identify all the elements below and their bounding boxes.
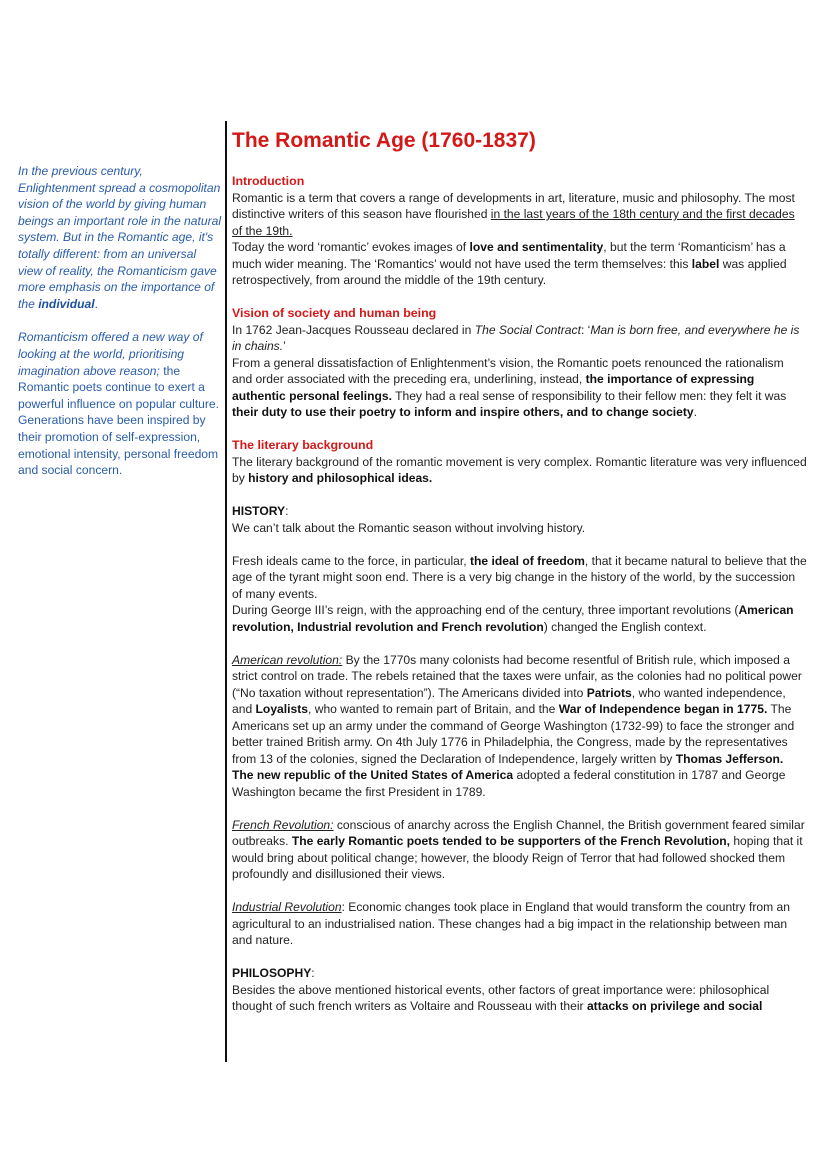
section-heading-vision: Vision of society and human being: [232, 306, 437, 320]
vision-paragraph-1: In 1762 Jean-Jacques Rousseau declared in The Social Contract: ‘Man is born free, and everywhere he is in chains.’: [232, 322, 800, 353]
philosophy-paragraph: Besides the above mentioned historical events, other factors of great importance were: philosophical thought of such french writers as Voltaire and Rousseau with their attacks on privilege and social: [232, 982, 770, 1013]
main-content: [232, 127, 807, 1015]
french-revolution-paragraph: French Revolution: conscious of anarchy across the English Channel, the British government feared similar outbreaks. The early Romantic poets tended to be supporters of the French Revolution, hoping that it would bring about political change; however, the bloody Reign of Terror that had followed shocked them profoundly and disillusioned their views.: [232, 817, 805, 881]
literary-paragraph: The literary background of the romantic movement is very complex. Romantic literature was very influenced by history and philosophical ideas.: [232, 454, 807, 485]
vertical-divider: [225, 121, 227, 1062]
intro-paragraph-2: Today the word ‘romantic’ evokes images of love and sentimentality, but the term ‘Romanticism’ has a much wider meaning. The ‘Romantics’ would not have used the term themselves: this label was applied retrospectively, from around the middle of the 19th century.: [232, 240, 787, 287]
philosophy-heading: PHILOSOPHY:: [232, 966, 315, 980]
section-heading-literary: The literary background: [232, 438, 374, 452]
french-revolution-label: French Revolution:: [232, 817, 334, 832]
section-french-revolution: [232, 817, 807, 883]
american-revolution-paragraph: American revolution: By the 1770s many colonists had become resentful of British rule, which imposed a strict control on trade. The rebels retained that the taxes were unfair, as the colonies had no political power (“No taxation without representation”). The Americans divided into Patriots, who wanted independence, and Loyalists, who wanted to remain part of Britain, and the War of Independence began in 1775. The Americans set up an army under the command of George Washington (1732-99) to face the stronger and better trained British army. On 4th July 1776 in Philadelphia, the Congress, made by the representatives from 13 of the colonies, signed the Declaration of Independence, largely written by Thomas Jefferson. The new republic of the United States of America adopted a federal constitution in 1787 and George Washington became the first President in 1789.: [232, 652, 802, 799]
vision-paragraph-2: From a general dissatisfaction of Enlightenment’s vision, the Romantic poets renounced the rationalism and order associated with the preceding era, underlining, instead, the importance of expressing authentic personal feelings. They had a real sense of responsibility to their fellow men: they felt it was their duty to use their poetry to inform and inspire others, and to change society.: [232, 355, 787, 419]
section-literary-background: [232, 437, 807, 487]
section-introduction: [232, 173, 807, 289]
section-history: [232, 503, 807, 635]
sidebar-note-romanticism: Romanticism offered a new way of looking at the world, prioritising imagination above reason; the Romantic poets continue to exert a powerful influence on popular culture. Generations have been inspired by their promotion of self-expression, emotional intensity, personal freedom and social concern.: [18, 330, 220, 478]
american-revolution-label: American revolution:: [232, 652, 343, 667]
industrial-revolution-label: Industrial Revolution: [232, 900, 342, 914]
intro-paragraph-1: Romantic is a term that covers a range of developments in art, literature, music and philosophy. The most distinctive writers of this season have flourished in the last years of the 18th century and the first decades of the 19th.: [232, 190, 795, 238]
section-heading-introduction: Introduction: [232, 174, 305, 188]
industrial-revolution-paragraph: Industrial Revolution: Economic changes took place in England that would transform the country from an agricultural to an industrialised nation. These changes had a big impact in the relationship between man and nature.: [232, 900, 790, 947]
sidebar-note-enlightenment: In the previous century, Enlightenment spread a cosmopolitan vision of the world by giving human beings an important role in the natural system. But in the Romantic age, it's totally different: from an universal view of reality, the Romanticism gave more emphasis on the importance of the individual.: [18, 164, 222, 311]
page-title: The Romantic Age (1760-1837): [232, 129, 536, 152]
history-heading: HISTORY:: [232, 504, 289, 518]
emphasis-individual: individual: [38, 296, 95, 311]
section-industrial-revolution: [232, 899, 807, 949]
section-philosophy: [232, 965, 807, 1015]
history-paragraph-1: We can’t talk about the Romantic season without involving history.: [232, 520, 586, 535]
history-paragraph-2: Fresh ideals came to the force, in particular, the ideal of freedom, that it became natural to believe that the age of the tyrant might soon end. There is a very big change in the history of the world, by the succession of many events.: [232, 553, 807, 601]
section-vision: [232, 305, 807, 421]
history-paragraph-3: During George III’s reign, with the approaching end of the century, three important revolutions (American revolution, Industrial revolution and French revolution) changed the English context.: [232, 603, 794, 634]
section-american-revolution: [232, 652, 807, 801]
sidebar-notes: [18, 163, 223, 496]
